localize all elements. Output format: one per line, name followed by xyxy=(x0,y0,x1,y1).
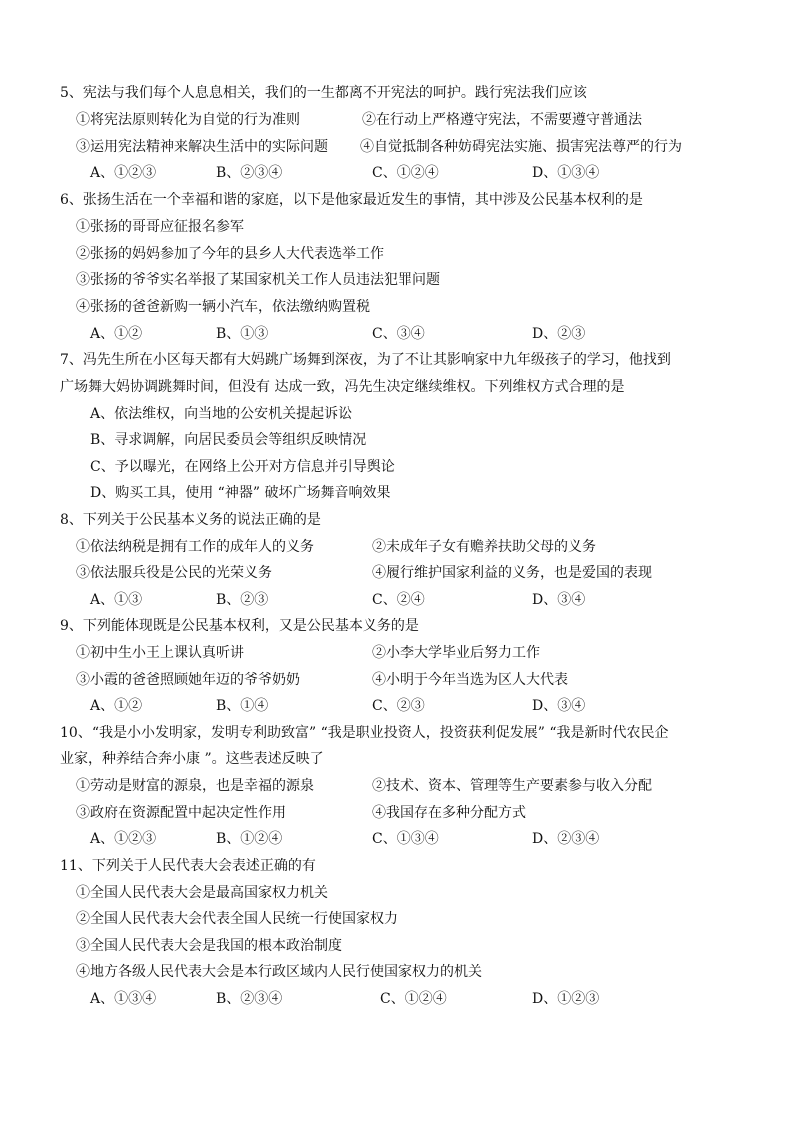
question-6-choice-d: D、②③ xyxy=(532,326,586,342)
question-7-option-a: A、依法维权，向当地的公安机关提起诉讼 xyxy=(90,406,353,422)
question-7-option-d: D、购买工具，使用 “神器” 破坏广场舞音响效果 xyxy=(90,485,391,501)
question-5-choice-a: A、①②③ xyxy=(90,165,157,181)
question-6-option-1: ①张扬的哥哥应征报名参军 xyxy=(76,219,244,235)
question-9-choice-c: C、②③ xyxy=(372,698,425,714)
question-6-option-3: ③张扬的爷爷实名举报了某国家机关工作人员违法犯罪问题 xyxy=(76,272,440,288)
question-6-option-4: ④张扬的爸爸新购一辆小汽车，依法缴纳购置税 xyxy=(76,299,370,315)
question-5-choice-d: D、①③④ xyxy=(532,165,600,181)
question-6-choice-c: C、③④ xyxy=(372,326,425,342)
question-11-option-3: ③全国人民代表大会是我国的根本政治制度 xyxy=(76,938,342,954)
question-10-choice-a: A、①②③ xyxy=(90,831,157,847)
question-6-option-2: ②张扬的妈妈参加了今年的县乡人大代表选举工作 xyxy=(76,246,384,262)
question-6-stem: 6、张扬生活在一个幸福和谐的家庭，以下是他家最近发生的事情，其中涉及公民基本权利的是 xyxy=(60,192,643,208)
question-8-option-1: ①依法纳税是拥有工作的成年人的义务 xyxy=(76,539,314,555)
question-11-option-4: ④地方各级人民代表大会是本行政区域内人民行使国家权力的机关 xyxy=(76,964,482,980)
question-6-choice-b: B、①③ xyxy=(216,326,269,342)
question-11-option-2: ②全国人民代表大会代表全国人民统一行使国家权力 xyxy=(76,911,398,927)
question-9-choice-a: A、①② xyxy=(90,698,143,714)
question-7-stem-line-2: 广场舞大妈协调跳舞时间，但没有 达成一致，冯先生决定继续维权。下列维权方式合理的是 xyxy=(60,379,625,395)
question-10-option-1: ①劳动是财富的源泉，也是幸福的源泉 xyxy=(76,778,314,794)
question-5-option-3: ③运用宪法精神来解决生活中的实际问题 xyxy=(76,139,328,155)
question-7-option-c: C、予以曝光，在网络上公开对方信息并引导舆论 xyxy=(90,459,395,475)
question-11-stem: 11、下列关于人民代表大会表述正确的有 xyxy=(60,858,316,874)
question-8-option-2: ②未成年子女有赡养扶助父母的义务 xyxy=(372,539,596,555)
question-5-stem: 5、宪法与我们每个人息息相关，我们的一生都离不开宪法的呵护。践行宪法我们应该 xyxy=(60,85,587,101)
question-11-choice-a: A、①③④ xyxy=(90,991,157,1007)
question-11-choice-b: B、②③④ xyxy=(216,991,283,1007)
question-9-choice-d: D、③④ xyxy=(532,698,586,714)
question-5-option-1: ①将宪法原则转化为自觉的行为准则 xyxy=(76,112,300,128)
question-6-choice-a: A、①② xyxy=(90,326,143,342)
question-9-option-4: ④小明于今年当选为区人大代表 xyxy=(372,672,568,688)
question-5-choice-b: B、②③④ xyxy=(216,165,283,181)
question-10-option-4: ④我国存在多种分配方式 xyxy=(372,805,526,821)
question-8-choice-d: D、③④ xyxy=(532,592,586,608)
question-5-choice-c: C、①②④ xyxy=(372,165,439,181)
question-10-stem-line-2: 业家，种养结合奔小康 ”。这些表述反映了 xyxy=(60,751,324,767)
question-10-option-2: ②技术、资本、管理等生产要素参与收入分配 xyxy=(372,778,652,794)
question-10-stem-line-1: 10、“我是小小发明家，发明专利助致富” “我是职业投资人，投资获利促发展” “我是新时代农民企 xyxy=(60,725,669,741)
question-8-choice-c: C、②④ xyxy=(372,592,425,608)
question-10-option-3: ③政府在资源配置中起决定性作用 xyxy=(76,805,286,821)
question-8-option-4: ④履行维护国家利益的义务，也是爱国的表现 xyxy=(372,565,652,581)
question-9-option-2: ②小李大学毕业后努力工作 xyxy=(372,645,540,661)
question-10-choice-d: D、②③④ xyxy=(532,831,600,847)
question-9-option-1: ①初中生小王上课认真听讲 xyxy=(76,645,244,661)
question-11-choice-d: D、①②③ xyxy=(532,991,600,1007)
question-8-choice-a: A、①③ xyxy=(90,592,143,608)
question-11-choice-c: C、①②④ xyxy=(380,991,447,1007)
question-8-option-3: ③依法服兵役是公民的光荣义务 xyxy=(76,565,272,581)
question-8-stem: 8、下列关于公民基本义务的说法正确的是 xyxy=(60,512,321,528)
question-7-option-b: B、寻求调解，向居民委员会等组织反映情况 xyxy=(90,432,367,448)
question-10-choice-b: B、①②④ xyxy=(216,831,283,847)
question-9-option-3: ③小霞的爸爸照顾她年迈的爷爷奶奶 xyxy=(76,672,300,688)
question-5-option-2: ②在行动上严格遵守宪法，不需要遵守普通法 xyxy=(362,112,642,128)
question-9-stem: 9、下列能体现既是公民基本权利，又是公民基本义务的是 xyxy=(60,618,419,634)
question-10-choice-c: C、①③④ xyxy=(372,831,439,847)
question-9-choice-b: B、①④ xyxy=(216,698,269,714)
question-5-option-4: ④自觉抵制各种妨碍宪法实施、损害宪法尊严的行为 xyxy=(360,139,682,155)
question-7-stem-line-1: 7、冯先生所在小区每天都有大妈跳广场舞到深夜，为了不让其影响家中九年级孩子的学习，他找到 xyxy=(60,352,671,368)
question-8-choice-b: B、②③ xyxy=(216,592,269,608)
question-11-option-1: ①全国人民代表大会是最高国家权力机关 xyxy=(76,885,328,901)
